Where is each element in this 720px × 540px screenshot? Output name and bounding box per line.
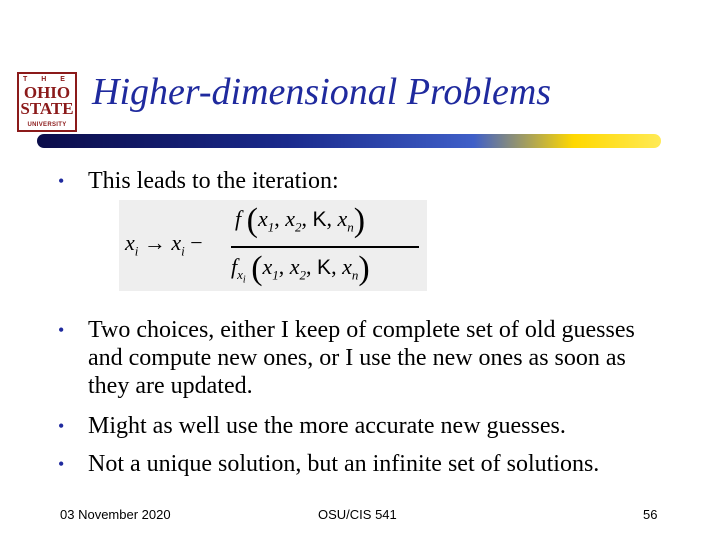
formula-comma: , (306, 254, 318, 279)
formula-comma: , (326, 206, 338, 231)
formula-sub: 1 (272, 267, 279, 283)
formula-function: f (231, 254, 238, 279)
title-divider-bar (37, 134, 661, 148)
formula-var: x (289, 254, 300, 279)
formula-sub: x (237, 267, 243, 283)
formula-paren: ) (358, 250, 370, 287)
logo-university: UNIVERSITY (27, 122, 67, 128)
iteration-formula (119, 200, 427, 291)
formula-ellipsis: K (317, 256, 332, 279)
formula-var: x (171, 230, 182, 255)
bullet-item-1 (58, 167, 668, 195)
formula-subsub: i (242, 274, 246, 286)
formula-paren: ( (246, 202, 258, 239)
formula-sub: n (351, 267, 359, 283)
formula-var: x (257, 206, 268, 231)
formula-comma: , (274, 206, 286, 231)
footer-course: OSU/CIS 541 (318, 507, 397, 522)
formula-lhs (125, 230, 203, 259)
logo-the: T H E (23, 76, 71, 83)
formula-paren: ( (251, 250, 263, 287)
bullet-text: Might as well use the more accurate new guesses. (88, 413, 566, 439)
formula-numerator (235, 202, 366, 239)
formula-arrow: → (138, 230, 172, 255)
bullet-text: This leads to the iteration: (88, 168, 339, 194)
bullet-dot: • (58, 454, 65, 474)
formula-sub: i (181, 243, 185, 259)
bullet-dot: • (58, 171, 65, 191)
ohio-state-logo (17, 72, 77, 132)
slide-title: Higher-dimensional Problems (92, 71, 552, 113)
formula-var: x (125, 230, 135, 255)
bullet-text: Not a unique solution, but an infinite set of solutions. (88, 451, 600, 477)
formula-sub: i (134, 243, 139, 259)
formula-minus: − (184, 230, 203, 255)
footer-page-number: 56 (643, 507, 658, 522)
bullet-item-3 (58, 412, 668, 440)
formula-paren: ) (353, 202, 366, 239)
bullet-dot: • (58, 416, 65, 436)
formula-var: x (337, 206, 348, 231)
formula-ellipsis: K (312, 208, 327, 231)
fraction-bar (231, 246, 419, 248)
formula-sub: n (347, 219, 354, 235)
footer-date: 03 November 2020 (60, 507, 171, 522)
bullet-text: Two choices, either I keep of complete set of old guesses and compute new ones, or I use the new ones as soon as they are updated. (88, 317, 635, 399)
formula-sub: 2 (299, 267, 307, 283)
bullet-dot: • (58, 320, 65, 340)
logo-state: STATE (20, 99, 74, 118)
bullet-item-2 (58, 316, 668, 400)
formula-var: x (342, 254, 352, 279)
formula-sub: 2 (294, 219, 302, 235)
formula-comma: , (331, 254, 343, 279)
formula-function: f (235, 206, 242, 231)
formula-var: x (285, 206, 295, 231)
formula-comma: , (278, 254, 290, 279)
formula-sub: 1 (267, 219, 275, 235)
bullet-item-4 (58, 450, 668, 478)
formula-denominator (231, 250, 370, 287)
logo-ohio: OHIO (23, 83, 71, 102)
formula-comma: , (301, 206, 313, 231)
formula-var: x (262, 254, 273, 279)
